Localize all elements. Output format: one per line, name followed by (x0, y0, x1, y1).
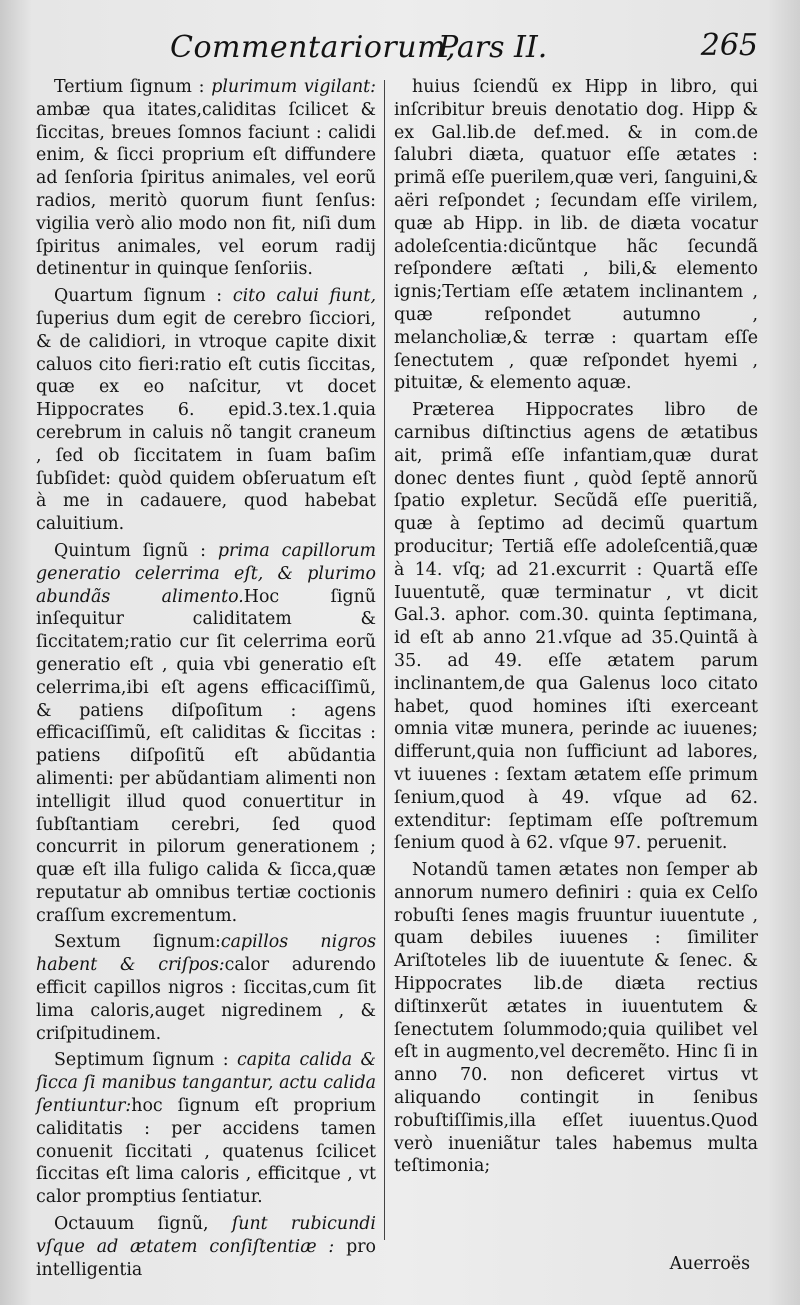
text-run: Notandũ tamen ætates non ſemper ab annorum numero definiri : quia ex Celſo robuſti ſenes magis fruuntur iuuentute , quam debiles iuuenes : ſimiliter Ariſtoteles lib de iuuentute & ſenec. & Hippocrates lib.de diæta rectius diſtinxerũt ætates in iuuentutem & ſenectutem ſolummodo;quia quilibet vel eſt in augmento,vel decremẽto. Hinc ſi in anno 70. non deficeret virtus vt aliquando contingit in ſenibus robuſtiſſimis,illa eſſet iuuentus.Quod verò inueniãtur tales habemus multa teſtimonia; (394, 860, 758, 1177)
text-run: hoc ſignum eſt proprium caliditatis : per accidens tamen conuenit ſiccitati , quatenus ſcilicet ſiccitas eſt lima caloris , efficitque , vt calor promptius ſentiatur. (36, 1096, 376, 1208)
running-title: Commentariorum, (170, 30, 457, 65)
column-divider (384, 80, 385, 1240)
text-run: Octauum ſignũ, (54, 1214, 232, 1235)
italic-text-run: capillos nigros habent & criſpos: (36, 932, 376, 976)
paragraph (36, 540, 376, 928)
text-run: Præterea Hippocrates libro de carnibus diſtinctius agens de ætatibus ait, primã eſſe infantiam,quæ durat donec dentes fiunt , quòd ſeptẽ annorũ ſpatio expletur. Secũdã eſſe pueritiã, quæ à ſeptimo ad decimũ quartum producitur; Tertiã eſſe adoleſcentiã,quæ à 14. vſq; ad 21.excurrit : Quartã eſſe Iuuentutẽ, quæ terminatur , vt dicit Gal.3. aphor. com.30. quinta ſeptimana, id eſt ab anno 21.vſque ad 35.Quintã à 35. ad 49. eſſe ætatem parum inclinantem,de qua Galenus loco citato habet, quod homines iſti exerceant omnia vitæ munera, perinde ac iuuenes; differunt,quia non ſufficiunt ad labores, vt iuuenes : ſextam ætatem eſſe primum ſenium,quod à 49. vſque ad 62. extenditur: ſeptimam eſſe poſtremum ſenium quod à 62. vſque 97. peruenit. (394, 400, 758, 854)
paragraph (36, 1049, 376, 1209)
text-run: pro intelligentia (36, 1236, 376, 1280)
text-run: ſuperius dum egit de cerebro ſicciori, & de calidiori, in vtroque capite dixit caluos cito fieri:ratio eſt cutis ſiccitas, quæ ex eo naſcitur, vt docet Hippocrates 6. epid.3.tex.1.quia cerebrum in caluis nõ tangit craneum , ſed ob ſiccitatem in ſuam baſim ſubſidet: quòd quidem obſeruatum eſt à me in cadauere, quod habebat caluitium. (36, 308, 376, 535)
right-text-column (394, 76, 758, 1182)
text-run: Septimum ſignum : (54, 1050, 237, 1071)
paragraph (36, 285, 376, 536)
italic-text-run: prima capillorum generatio celerrima eſt, & plurimo abundãs alimento. (36, 540, 377, 607)
page-number: 265 (700, 28, 758, 63)
text-run: calor adurendo efficit capillos nigros : ſiccitas,cum ſit lima caloris,auget nigredinem , & criſpitudinem. (36, 955, 376, 1044)
italic-text-run: ſunt rubicundi vſque ad ætatem conſiſtentiæ : (36, 1214, 376, 1257)
text-run: Tertium ſignum : (54, 77, 212, 97)
paragraph (394, 76, 758, 395)
paragraph (36, 1213, 376, 1281)
text-run: Quartum ſignum : (54, 286, 233, 307)
running-head (170, 26, 780, 74)
text-run: Quintum ſignũ : (54, 540, 218, 561)
text-run: ambæ qua itates,caliditas ſcilicet & ſiccitas, breues ſomnos faciunt : calidi enim, & ſicci proprium eſt diffundere ad ſenſoria ſpiritus animales, vel eorũ radios, meritò quorum fiunt ſenſus: vigilia verò alio modo non fit, niſi dum ſpiritus animales, vel eorum radij detinentur in quinque ſenſoriis. (36, 99, 376, 280)
text-run: Sextum ſignum: (54, 932, 221, 953)
catchword: Auerroës (669, 1254, 750, 1274)
text-run: huius ſciendũ ex Hipp in libro, qui inſcribitur breuis denotatio dog. Hipp & ex Gal.lib.de def.med. & in com.de ſalubri diæta, quatuor eſſe ætates : primã eſſe puerilem,quæ veri, ſanguini,& aëri reſpondet ; ſecundam eſſe virilem, quæ ab Hipp. in lib. de diæta vocatur adoleſcentia:dicũntque hãc ſecundã reſpondere æſtati , bili,& elemento ignis;Tertiam eſſe ætatem inclinantem , quæ reſpondet autumno , melancholiæ,& terræ : quartam eſſe ſenectutem , quæ reſpondet hyemi , pituitæ, & elemento aquæ. (394, 77, 758, 394)
paragraph (394, 399, 758, 855)
paragraph (36, 76, 376, 281)
part-label: Pars II. (438, 30, 548, 65)
text-run: Hoc ſignũ inſequitur caliditatem & ſiccitatem;ratio cur ſit celerrima eorũ generatio eſt , quia vbi generatio eſt celerrima,ibi eſt agens efficaciſſimũ, & patiens diſpoſitum : agens efficaciſſimũ, eſt caliditas & ſiccitas : patiens diſpoſitũ eſt abũdantia alimenti: per abũdantiam alimenti non intelligit illud quod conuertitur in ſubſtantiam cerebri, ſed quod concurrit in pilorum generationem ; quæ eſt illa fuligo calida & ſicca,quæ reputatur ab omnibus tertiæ coctionis craſſum excrementum. (36, 586, 377, 926)
italic-text-run: plurimum vigilant: (211, 77, 376, 97)
paragraph (36, 931, 376, 1045)
left-text-column (36, 76, 376, 1285)
italic-text-run: cito calui fiunt, (232, 286, 376, 307)
paragraph (394, 859, 758, 1178)
italic-text-run: capita calida & ſicca ſi manibus tangantur, actu calida ſentiuntur: (36, 1050, 376, 1117)
